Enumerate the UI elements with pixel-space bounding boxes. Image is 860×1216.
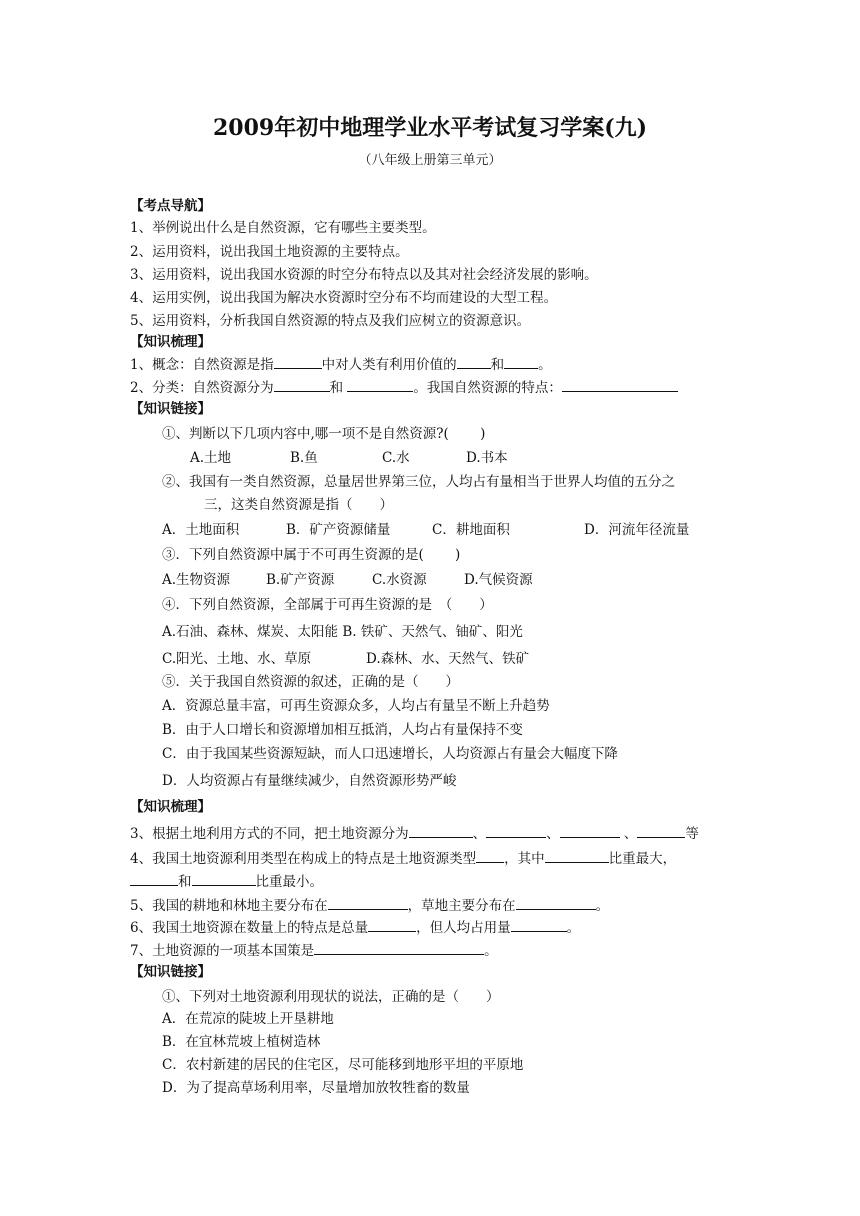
- option: B.鱼: [290, 450, 318, 466]
- option: B.矿产资源: [266, 572, 335, 588]
- option: A.石油、森林、煤炭、太阳能 B. 铁矿、天然气、铀矿、阳光: [162, 624, 523, 640]
- nav-item: 2、运用资料，说出我国土地资源的主要特点。: [130, 244, 409, 260]
- option: B．在宜林荒坡上植树造林: [162, 1034, 321, 1050]
- option: D.书本: [466, 450, 508, 466]
- nav-item: 3、运用资料，说出我国水资源的时空分布特点以及其对社会经济发展的影响。: [130, 267, 598, 283]
- section-heading-link-2: 【知识链接】: [130, 964, 211, 980]
- option: D．河流年径流量: [584, 522, 690, 538]
- option: C.水资源: [372, 572, 427, 588]
- option: C.水: [382, 450, 410, 466]
- fill-item-4-cont: 和 比重最小。: [130, 872, 323, 891]
- option: A.生物资源: [162, 572, 231, 588]
- question-5: ⑤．关于我国自然资源的叙述，正确的是（ ）: [162, 674, 459, 690]
- fill-item-1: 1、概念：自然资源是指 中对人类有利用价值的 和 。: [130, 357, 552, 373]
- option: D.气候资源: [464, 572, 533, 588]
- section-heading-sort: 【知识梳理】: [130, 334, 211, 350]
- option: C．耕地面积: [432, 522, 510, 538]
- question-6: ①、下列对土地资源利用现状的说法，正确的是（ ）: [162, 989, 500, 1005]
- option: A.土地: [190, 450, 232, 466]
- option: B．由于人口增长和资源增加相互抵消，人均占有量保持不变: [162, 722, 523, 738]
- question-2: ②、我国有一类自然资源，总量居世界第三位，人均占有量相当于世界人均值的五分之: [162, 474, 675, 490]
- page-title: 2009年初中地理学业水平考试复习学案(九): [212, 115, 648, 141]
- option: C．由于我国某些资源短缺，而人口迅速增长，人均资源占有量会大幅度下降: [162, 746, 618, 762]
- question-3: ③．下列自然资源中属于不可再生资源的是( ): [162, 547, 461, 563]
- section-heading-sort-2: 【知识梳理】: [130, 799, 211, 815]
- option: C．农村新建的居民的住宅区，尽可能移到地形平坦的平原地: [162, 1057, 524, 1073]
- option: D．人均资源占有量继续减少，自然资源形势严峻: [162, 773, 457, 789]
- fill-item-3: 3、根据土地利用方式的不同，把土地资源分为 、 、 、 等: [130, 826, 699, 842]
- nav-item: 1、举例说出什么是自然资源，它有哪些主要类型。: [130, 220, 436, 236]
- option: D．为了提高草场利用率，尽量增加放牧牲畜的数量: [162, 1080, 470, 1096]
- question-1: ①、判断以下几项内容中,哪一项不是自然资源?( ): [162, 426, 486, 442]
- section-heading-link: 【知识链接】: [130, 401, 211, 417]
- nav-item: 5、运用资料，分析我国自然资源的特点及我们应树立的资源意识。: [130, 313, 531, 329]
- option: A．资源总量丰富，可再生资源众多，人均占有量呈不断上升趋势: [162, 698, 550, 714]
- fill-item-2: 2、分类：自然资源分为 和 。我国自然资源的特点：: [130, 378, 678, 397]
- nav-item: 4、运用实例，说出我国为解决水资源时空分布不均而建设的大型工程。: [130, 290, 558, 306]
- question-4: ④．下列自然资源，全部属于可再生资源的是 （ ）: [162, 597, 493, 613]
- section-heading-nav: 【考点导航】: [130, 198, 211, 214]
- fill-item-4: 4、我国土地资源利用类型在构成上的特点是土地资源类型 ，其中 比重最大，: [130, 851, 677, 867]
- option: B．矿产资源储量: [286, 522, 391, 538]
- fill-item-7: 7、土地资源的一项基本国策是 。: [130, 943, 498, 959]
- option: A．土地面积: [162, 522, 240, 538]
- option: D.森林、水、天然气、铁矿: [366, 651, 530, 667]
- option: C.阳光、土地、水、草原: [162, 651, 312, 667]
- fill-item-6: 6、我国土地资源在数量上的特点是总量 ，但人均占用量 。: [130, 920, 581, 936]
- option: A．在荒凉的陡坡上开垦耕地: [162, 1011, 334, 1027]
- page-subtitle: （八年级上册第三单元）: [358, 153, 502, 168]
- question-2-cont: 三，这类自然资源是指（ ）: [204, 497, 393, 513]
- fill-item-5: 5、我国的耕地和林地主要分布在 ，草地主要分布在 。: [130, 898, 610, 914]
